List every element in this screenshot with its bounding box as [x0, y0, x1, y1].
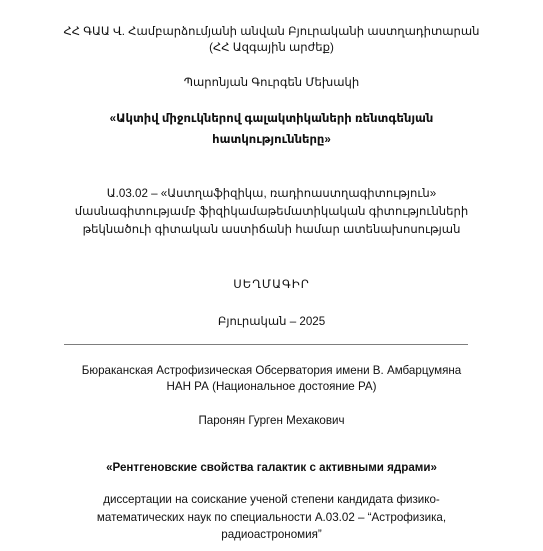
- armenian-author-name: Պարոնյան Գուրգեն Մեխակի: [183, 76, 360, 89]
- armenian-institution-line-1: ՀՀ ԳԱԱ Վ. Համբարձումյանի անվան Բյուրականի աստղադիտարան: [63, 25, 480, 38]
- russian-dissertation-line-1: диссертации на соискание ученой степени кандидата физико-: [103, 493, 440, 506]
- russian-institution-line-2: НАН РА (Национальное достояние РА): [166, 380, 377, 393]
- russian-title: «Рентгеновские свойства галактик с активными ядрами»: [106, 461, 437, 474]
- armenian-title-line-2: հատկությունները»: [212, 133, 331, 146]
- section-divider: [64, 344, 468, 345]
- armenian-specialty-line-3: թեկնածուի գիտական աստիճանի համար ատենախոսության: [82, 223, 461, 236]
- armenian-place-year: Բյուրական – 2025: [217, 315, 326, 328]
- russian-author-name: Паронян Гурген Мехакович: [198, 414, 345, 427]
- armenian-specialty-line-2: մասնագիտությամբ ֆիզիկամաթեմատիկական գիտությունների: [74, 205, 469, 218]
- russian-institution-line-1: Бюраканская Астрофизическая Обсерватория имени В. Амбарцумяна: [81, 364, 462, 377]
- armenian-title-line-1: «Ակտիվ միջուկներով գալակտիկաների ռենտգենյան: [109, 112, 434, 125]
- armenian-document-type: ՍԵՂՄԱԳԻՐ: [233, 278, 310, 291]
- armenian-institution-line-2: (ՀՀ Ազգային արժեք): [209, 41, 334, 54]
- armenian-specialty-line-1: Ա.03.02 – «Աստղաֆիզիկա, ռադիոաստղագիտություն»: [106, 187, 437, 200]
- russian-dissertation-line-3: радиоастрономия”: [221, 528, 322, 541]
- russian-dissertation-line-2: математических наук по специальности А.03.02 – “Астрофизика,: [96, 511, 447, 524]
